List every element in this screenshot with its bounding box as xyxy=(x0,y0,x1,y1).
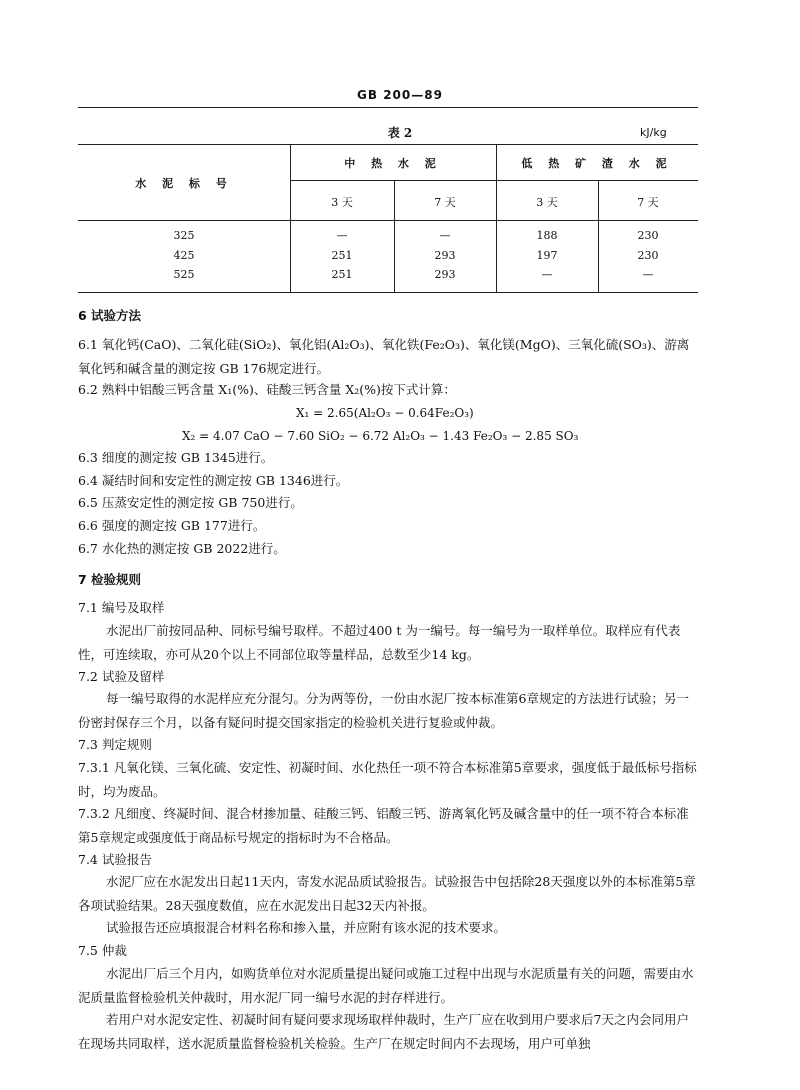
clause-heading: 7.4 试验报告 xyxy=(78,852,152,867)
table-header-bottom-rule xyxy=(78,220,698,221)
table-sub-header: 7 天 xyxy=(637,196,659,209)
table-cell: 188 xyxy=(536,229,558,242)
table-cell: 230 xyxy=(637,249,659,262)
clause-heading: 7.1 编号及取样 xyxy=(78,600,165,615)
clause-text: 每一编号取得的水泥样应充分混匀。分为两等份，一份由水泥厂按本标准第6章规定的方法进行试验；另一份密封保存三个月，以备有疑问时提交国家指定的检验机关进行复验或仲裁。 xyxy=(78,691,689,730)
table-cell: 230 xyxy=(637,229,659,242)
table-cell: 251 xyxy=(331,268,353,281)
clause-heading: 7.5 仲裁 xyxy=(78,943,127,958)
clause-text: 6.4 凝结时间和安定性的测定按 GB 1346进行。 xyxy=(78,473,349,488)
table-unit: kJ/kg xyxy=(640,126,667,139)
table-cell-grade: 325 xyxy=(173,229,195,242)
clause-text: 试验报告还应填报混合材料名称和掺入量，并应附有该水泥的技术要求。 xyxy=(106,920,507,935)
table-cell: 251 xyxy=(331,249,353,262)
table-cell-grade: 525 xyxy=(173,268,195,281)
table-sub-header: 3 天 xyxy=(536,196,558,209)
clause-text: 6.3 细度的测定按 GB 1345进行。 xyxy=(78,450,274,465)
table-top-rule xyxy=(78,144,698,145)
standard-code-header: GB 200—89 xyxy=(357,88,443,102)
table-title: 表 2 xyxy=(387,126,413,140)
table-cell: — xyxy=(541,268,553,281)
clause-text: 6.7 水化热的测定按 GB 2022进行。 xyxy=(78,541,286,556)
table-cell: 293 xyxy=(434,268,456,281)
clause-text: 6.5 压蒸安定性的测定按 GB 750进行。 xyxy=(78,495,303,510)
clause-text: 6.6 强度的测定按 GB 177进行。 xyxy=(78,518,266,533)
table-cell-grade: 425 xyxy=(173,249,195,262)
clause-text: 7.3.1 凡氧化镁、三氧化硫、安定性、初凝时间、水化热任一项不符合本标准第5章要求，强度低于最低标号指标时，均为废品。 xyxy=(78,760,697,799)
section-heading: 6 试验方法 xyxy=(78,308,142,323)
table-sub-header: 3 天 xyxy=(331,196,353,209)
clause-text: 水泥出厂前按同品种、同标号编号取样。不超过400 t 为一编号。每一编号为一取样单位。取样应有代表性，可连续取，亦可从20个以上不同部位取等量样品，总数至少14 kg。 xyxy=(78,623,681,662)
header-rule xyxy=(78,107,698,108)
clause-text: 若用户对水泥安定性、初凝时间有疑问要求现场取样仲裁时，生产厂应在收到用户要求后7天之内会同用户在现场共同取样，送水泥质量监督检验机关检验。生产厂在规定时间内不去现场，用户可单独 xyxy=(78,1012,689,1051)
clause-text: 6.2 熟料中铝酸三钙含量 X₁(%)、硅酸三钙含量 X₂(%)按下式计算： xyxy=(78,382,456,397)
table-cell: 197 xyxy=(536,249,558,262)
clause-text: 水泥厂应在水泥发出日起11天内，寄发水泥品质试验报告。试验报告中包括除28天强度以外的本标准第5章各项试验结果。28天强度数值，应在水泥发出日起32天内补报。 xyxy=(78,874,696,913)
table-cell: — xyxy=(439,229,451,242)
table-group-header: 低 热 矿 渣 水 泥 xyxy=(521,157,673,170)
table-cell: — xyxy=(336,229,348,242)
table-group-header: 中 热 水 泥 xyxy=(344,157,442,170)
table-cell: 293 xyxy=(434,249,456,262)
formula-x2: X₂ = 4.07 CaO − 7.60 SiO₂ − 6.72 Al₂O₃ − 1.43 Fe₂O₃ − 2.85 SO₃ xyxy=(182,429,579,443)
table-sub-header: 7 天 xyxy=(434,196,456,209)
clause-text: 7.3.2 凡细度、终凝时间、混合材掺加量、硅酸三钙、铝酸三钙、游离氧化钙及碱含量中的任一项不符合本标准第5章规定或强度低于商品标号规定的指标时为不合格品。 xyxy=(78,806,689,845)
section-heading: 7 检验规则 xyxy=(78,572,142,587)
formula-x1: X₁ = 2.65(Al₂O₃ − 0.64Fe₂O₃) xyxy=(296,406,474,420)
table-cell: — xyxy=(642,268,654,281)
table-mid-rule xyxy=(290,180,698,181)
table-row-header: 水 泥 标 号 xyxy=(135,177,233,190)
clause-text: 6.1 氧化钙(CaO)、二氧化硅(SiO₂)、氧化铝(Al₂O₃)、氧化铁(Fe₂O₃)、氧化镁(MgO)、三氧化硫(SO₃)、游离氧化钙和碱含量的测定按 GB 176规定进行。 xyxy=(78,337,690,376)
clause-heading: 7.3 判定规则 xyxy=(78,737,152,752)
clause-text: 水泥出厂后三个月内，如购货单位对水泥质量提出疑问或施工过程中出现与水泥质量有关的问题，需要由水泥质量监督检验机关仲裁时，用水泥厂同一编号水泥的封存样进行。 xyxy=(78,966,694,1005)
table-bottom-rule xyxy=(78,292,698,293)
clause-heading: 7.2 试验及留样 xyxy=(78,669,165,684)
